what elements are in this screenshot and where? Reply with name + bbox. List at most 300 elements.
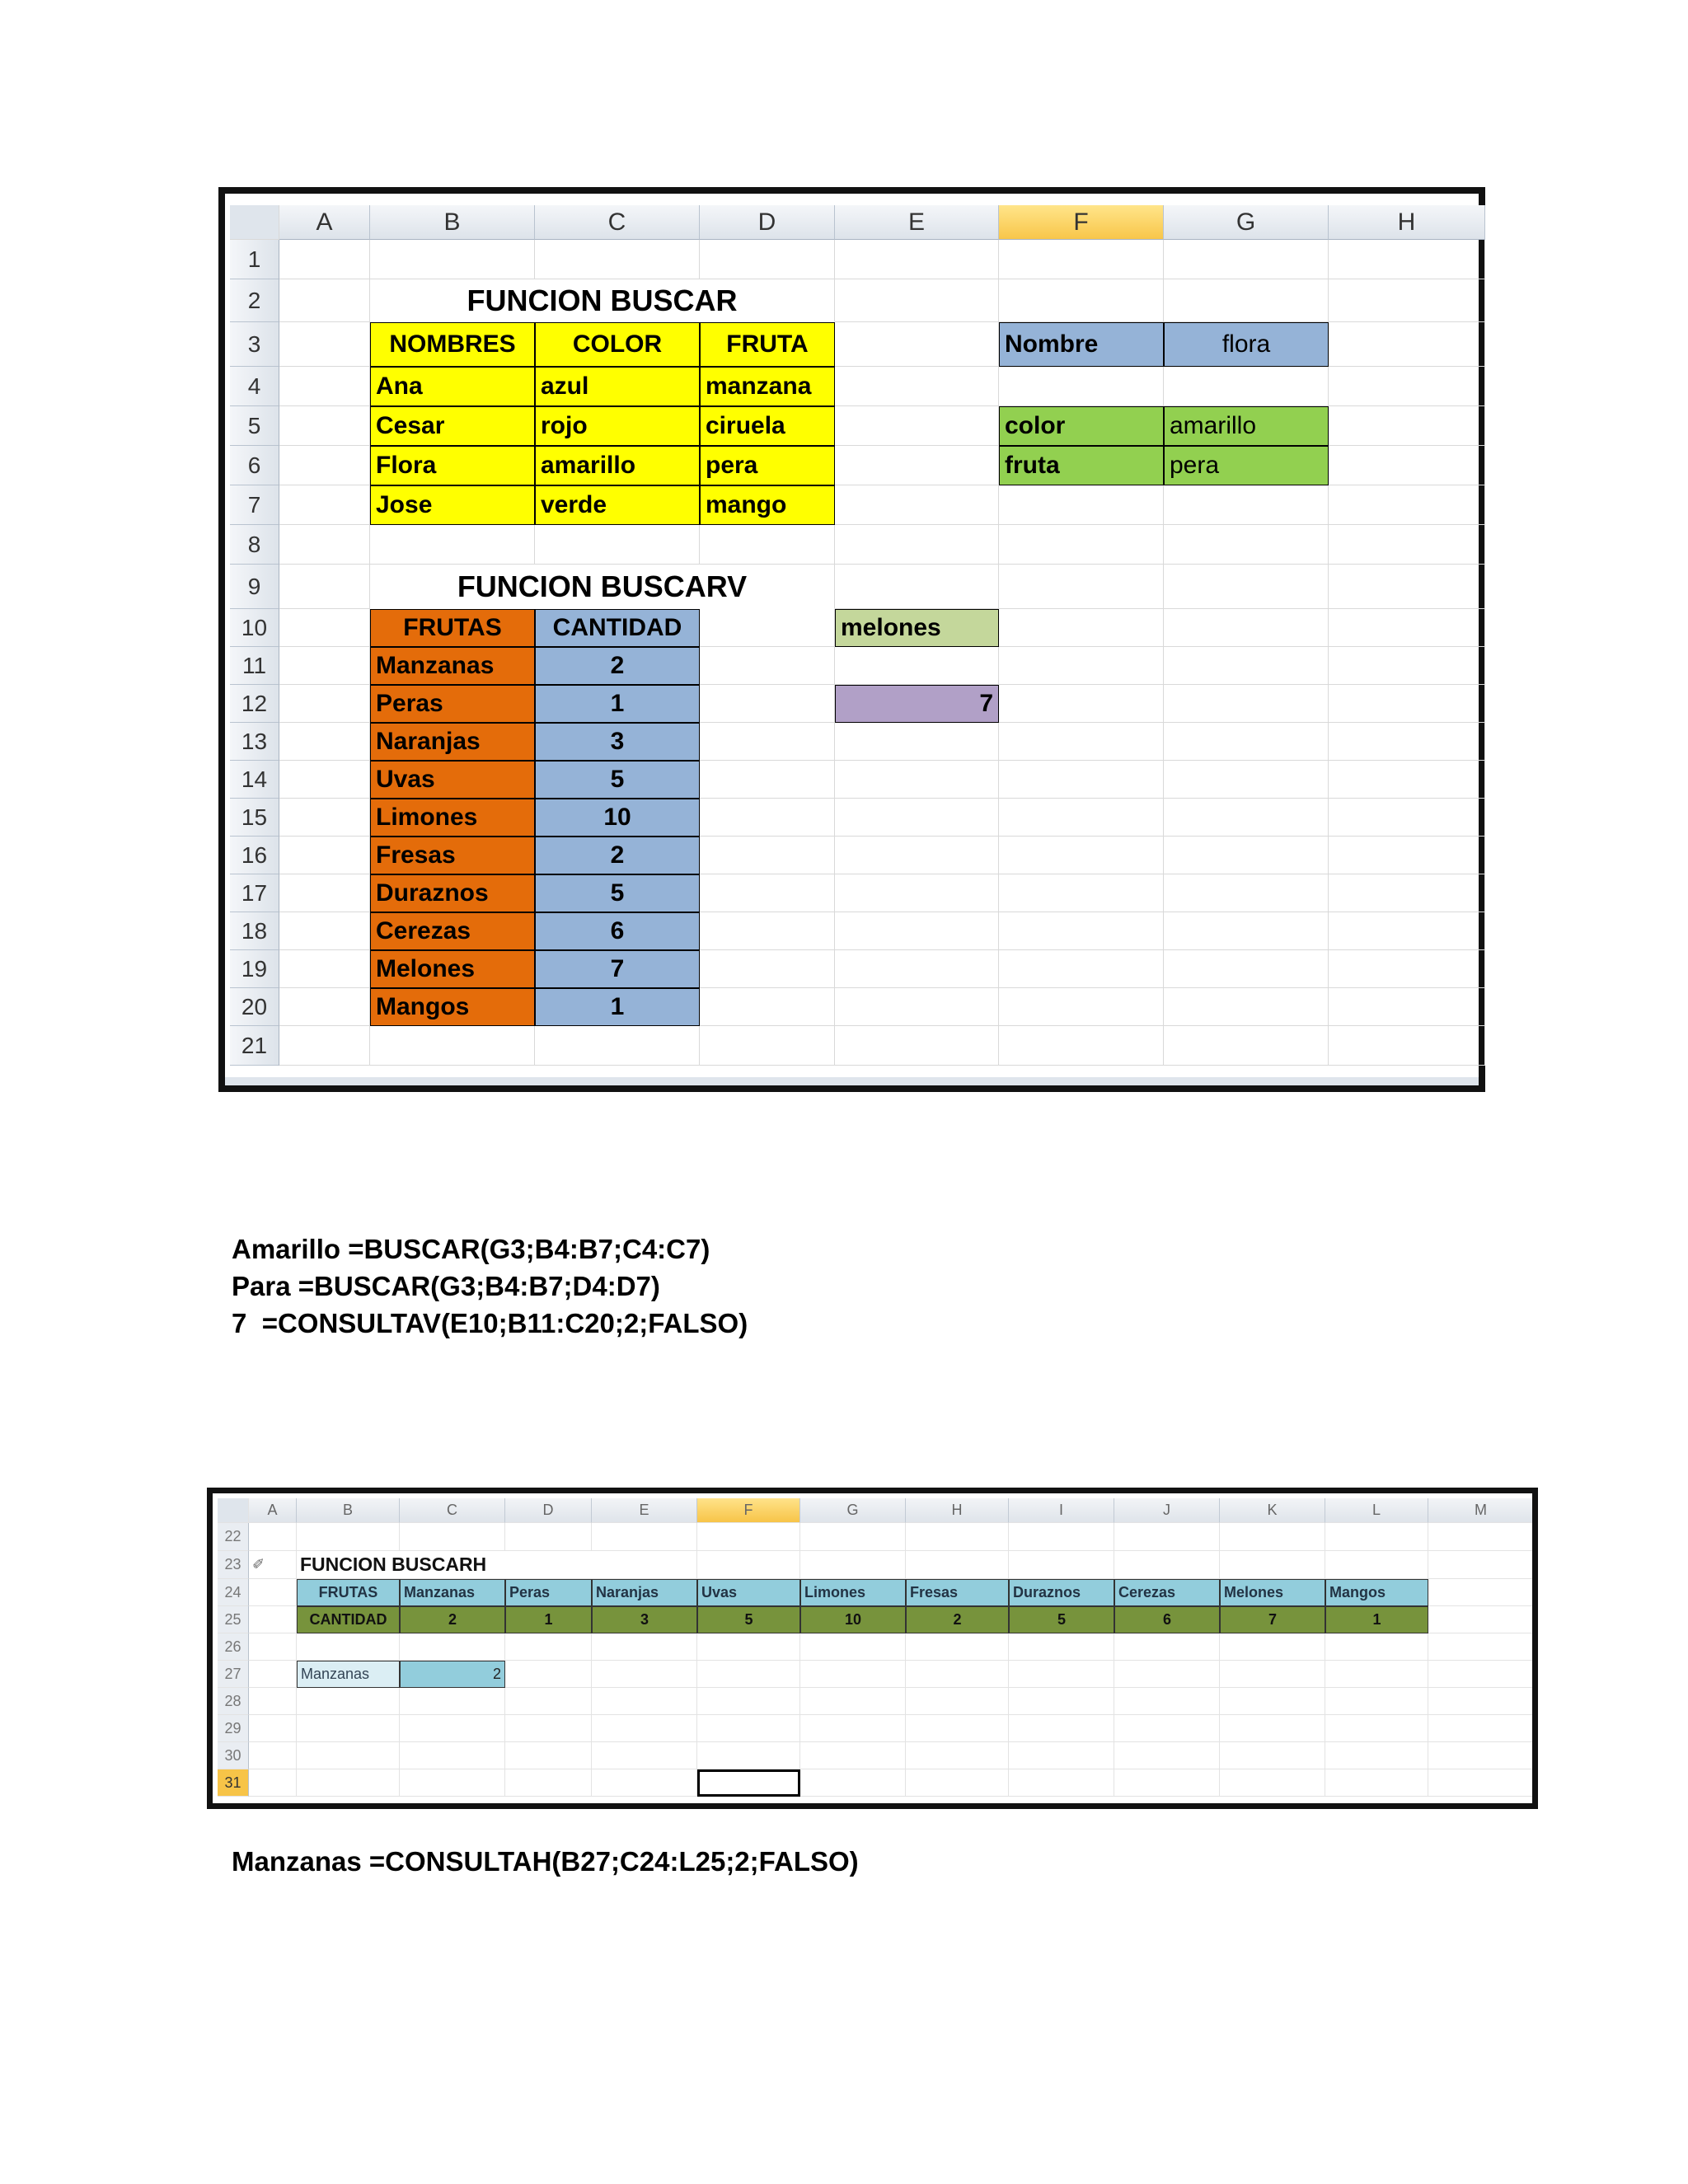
cell[interactable]	[906, 1742, 1009, 1769]
col-header-a[interactable]: A	[249, 1498, 297, 1523]
lookup-label-cell[interactable]: Nombre	[999, 322, 1164, 367]
cell[interactable]	[505, 1633, 592, 1661]
cell[interactable]	[700, 240, 835, 279]
row-header[interactable]: 16	[230, 837, 279, 874]
cell[interactable]	[999, 912, 1164, 950]
cell[interactable]	[700, 647, 835, 685]
buscar-header-fruta[interactable]: FRUTA	[700, 322, 835, 367]
cell[interactable]	[1009, 1633, 1114, 1661]
cell[interactable]	[279, 406, 370, 446]
cell[interactable]	[1164, 609, 1329, 647]
cell[interactable]	[249, 1769, 297, 1797]
cell[interactable]	[800, 1742, 906, 1769]
cantidad-cell[interactable]: 1	[1325, 1606, 1428, 1633]
cell[interactable]	[835, 240, 999, 279]
cell[interactable]	[1114, 1769, 1220, 1797]
cell[interactable]	[800, 1551, 906, 1579]
pencil-icon[interactable]: ✐	[252, 1556, 265, 1572]
cell[interactable]	[1329, 799, 1485, 837]
cell[interactable]	[1164, 485, 1329, 525]
row-header[interactable]: 28	[218, 1688, 249, 1715]
cell[interactable]	[505, 1742, 592, 1769]
buscarv-title[interactable]: FUNCION BUSCARV	[370, 565, 835, 609]
cell[interactable]	[800, 1661, 906, 1688]
cell[interactable]	[1329, 685, 1485, 723]
cell[interactable]	[592, 1688, 697, 1715]
cell[interactable]	[1164, 988, 1329, 1026]
cell[interactable]	[1428, 1633, 1534, 1661]
cell[interactable]	[1114, 1715, 1220, 1742]
fruta-cell[interactable]: Melones	[1220, 1579, 1325, 1606]
cell[interactable]	[835, 279, 999, 322]
cell[interactable]	[906, 1688, 1009, 1715]
cell[interactable]	[249, 1523, 297, 1551]
cell[interactable]	[592, 1769, 697, 1797]
cell[interactable]	[279, 950, 370, 988]
table-cell[interactable]: Cesar	[370, 406, 535, 446]
fruta-cell[interactable]: Limones	[800, 1579, 906, 1606]
cell[interactable]	[697, 1661, 800, 1688]
cantidad-cell[interactable]: 5	[697, 1606, 800, 1633]
cell[interactable]	[249, 1742, 297, 1769]
cell[interactable]	[1329, 240, 1485, 279]
cell[interactable]	[249, 1715, 297, 1742]
row-header[interactable]: 15	[230, 799, 279, 837]
row-header[interactable]: 20	[230, 988, 279, 1026]
row-header[interactable]: 3	[230, 322, 279, 367]
cell[interactable]	[697, 1633, 800, 1661]
cell[interactable]	[279, 799, 370, 837]
cell[interactable]	[505, 1523, 592, 1551]
cell[interactable]	[700, 912, 835, 950]
col-header-m[interactable]: M	[1428, 1498, 1534, 1523]
cell[interactable]	[297, 1742, 400, 1769]
cell[interactable]	[400, 1633, 505, 1661]
cell[interactable]	[999, 685, 1164, 723]
row-header[interactable]: 14	[230, 761, 279, 799]
row-header[interactable]: 6	[230, 446, 279, 485]
table-cell[interactable]: mango	[700, 485, 835, 525]
col-header-b[interactable]: B	[297, 1498, 400, 1523]
cell[interactable]	[1428, 1769, 1534, 1797]
cell[interactable]	[835, 647, 999, 685]
col-header-f[interactable]: F	[697, 1498, 800, 1523]
cell[interactable]	[1164, 723, 1329, 761]
cell[interactable]	[700, 609, 835, 647]
cell[interactable]	[1329, 723, 1485, 761]
cell[interactable]	[999, 950, 1164, 988]
cell[interactable]	[249, 1606, 297, 1633]
cell[interactable]	[535, 240, 700, 279]
cell[interactable]	[1114, 1523, 1220, 1551]
cell[interactable]	[505, 1769, 592, 1797]
cell[interactable]	[800, 1633, 906, 1661]
cell[interactable]	[1009, 1715, 1114, 1742]
cantidad-cell[interactable]: 2	[906, 1606, 1009, 1633]
table-cell[interactable]: 1	[535, 988, 700, 1026]
cell[interactable]	[1329, 912, 1485, 950]
col-header-j[interactable]: J	[1114, 1498, 1220, 1523]
cell[interactable]	[1428, 1606, 1534, 1633]
result-color-value[interactable]: amarillo	[1164, 406, 1329, 446]
col-header-c[interactable]: C	[400, 1498, 505, 1523]
cell[interactable]	[700, 799, 835, 837]
table-cell[interactable]: Limones	[370, 799, 535, 837]
cell[interactable]	[592, 1661, 697, 1688]
cell[interactable]	[1329, 1026, 1485, 1066]
row-header[interactable]: 2	[230, 279, 279, 322]
row-header[interactable]: 21	[230, 1026, 279, 1066]
table-cell[interactable]: Melones	[370, 950, 535, 988]
cell[interactable]	[1325, 1715, 1428, 1742]
cell[interactable]	[700, 1026, 835, 1066]
col-header-e[interactable]: E	[835, 205, 999, 240]
cell[interactable]	[279, 367, 370, 406]
cell[interactable]	[1325, 1551, 1428, 1579]
cell[interactable]	[279, 837, 370, 874]
cell[interactable]	[279, 912, 370, 950]
fruta-cell[interactable]: Cerezas	[1114, 1579, 1220, 1606]
cell[interactable]	[279, 525, 370, 565]
cell[interactable]	[999, 723, 1164, 761]
cell[interactable]	[297, 1523, 400, 1551]
cell[interactable]	[1329, 837, 1485, 874]
result-fruta-label[interactable]: fruta	[999, 446, 1164, 485]
cell[interactable]	[1009, 1661, 1114, 1688]
row-header[interactable]: 29	[218, 1715, 249, 1742]
cell[interactable]	[1428, 1742, 1534, 1769]
fruta-cell[interactable]: Duraznos	[1009, 1579, 1114, 1606]
cell[interactable]	[700, 761, 835, 799]
cell[interactable]	[279, 240, 370, 279]
cell[interactable]	[999, 1026, 1164, 1066]
cell[interactable]	[1164, 565, 1329, 609]
row-header[interactable]: 17	[230, 874, 279, 912]
cell[interactable]	[1164, 279, 1329, 322]
cell[interactable]	[835, 723, 999, 761]
cell[interactable]	[1428, 1579, 1534, 1606]
cell[interactable]	[1220, 1633, 1325, 1661]
table-cell[interactable]: rojo	[535, 406, 700, 446]
cell[interactable]	[1114, 1688, 1220, 1715]
table-cell[interactable]: Uvas	[370, 761, 535, 799]
table-cell[interactable]: Peras	[370, 685, 535, 723]
cell[interactable]	[1164, 950, 1329, 988]
buscarv-lookup-cell[interactable]: melones	[835, 609, 999, 647]
cell[interactable]	[1220, 1551, 1325, 1579]
cell[interactable]	[1164, 367, 1329, 406]
cantidad-cell[interactable]: 3	[592, 1606, 697, 1633]
table-cell[interactable]: 1	[535, 685, 700, 723]
cell[interactable]	[700, 988, 835, 1026]
fruta-cell[interactable]: Fresas	[906, 1579, 1009, 1606]
row-header[interactable]: 8	[230, 525, 279, 565]
cell[interactable]	[1220, 1661, 1325, 1688]
row-header[interactable]: 7	[230, 485, 279, 525]
cell[interactable]	[249, 1633, 297, 1661]
cell[interactable]	[1114, 1742, 1220, 1769]
cell[interactable]	[1329, 406, 1485, 446]
col-header-h[interactable]: H	[1329, 205, 1485, 240]
cell[interactable]	[700, 525, 835, 565]
cell[interactable]	[1220, 1769, 1325, 1797]
cell[interactable]	[835, 485, 999, 525]
cantidad-cell[interactable]: 2	[400, 1606, 505, 1633]
table-cell[interactable]: verde	[535, 485, 700, 525]
cell[interactable]	[1329, 761, 1485, 799]
fruta-cell[interactable]: Naranjas	[592, 1579, 697, 1606]
row-header[interactable]: 11	[230, 647, 279, 685]
cell[interactable]	[835, 837, 999, 874]
table-cell[interactable]: Fresas	[370, 837, 535, 874]
table-cell[interactable]: 7	[535, 950, 700, 988]
cell[interactable]	[1220, 1688, 1325, 1715]
row-header[interactable]: 1	[230, 240, 279, 279]
col-header-d[interactable]: D	[505, 1498, 592, 1523]
cell[interactable]	[835, 912, 999, 950]
cell[interactable]	[249, 1661, 297, 1688]
row-header[interactable]: 12	[230, 685, 279, 723]
cell[interactable]	[400, 1715, 505, 1742]
cell[interactable]	[835, 874, 999, 912]
cell[interactable]	[835, 950, 999, 988]
cell[interactable]	[999, 485, 1164, 525]
fruta-cell[interactable]: Manzanas	[400, 1579, 505, 1606]
table-cell[interactable]: 5	[535, 761, 700, 799]
cell[interactable]	[1325, 1633, 1428, 1661]
cell[interactable]	[1114, 1633, 1220, 1661]
buscarv-header-cantidad[interactable]: CANTIDAD	[535, 609, 700, 647]
table-cell[interactable]: ciruela	[700, 406, 835, 446]
cell[interactable]	[1220, 1523, 1325, 1551]
cell[interactable]	[999, 240, 1164, 279]
cell[interactable]	[700, 685, 835, 723]
select-all-corner[interactable]	[230, 205, 279, 240]
cell[interactable]	[1114, 1661, 1220, 1688]
cell[interactable]	[800, 1715, 906, 1742]
table-cell[interactable]: azul	[535, 367, 700, 406]
cell[interactable]	[1329, 609, 1485, 647]
cell[interactable]	[1164, 685, 1329, 723]
cell[interactable]	[1428, 1523, 1534, 1551]
table-cell[interactable]: 2	[535, 647, 700, 685]
buscarh-result-cell[interactable]: 2	[400, 1661, 505, 1688]
cell[interactable]	[535, 525, 700, 565]
cell[interactable]	[279, 485, 370, 525]
cell[interactable]	[1329, 525, 1485, 565]
cell[interactable]	[906, 1769, 1009, 1797]
cell[interactable]	[279, 685, 370, 723]
cell[interactable]	[1164, 647, 1329, 685]
lookup-value-cell[interactable]: flora	[1164, 322, 1329, 367]
cell[interactable]	[999, 609, 1164, 647]
cell[interactable]	[279, 446, 370, 485]
cell[interactable]	[1009, 1523, 1114, 1551]
cell[interactable]	[592, 1742, 697, 1769]
table-cell[interactable]: Duraznos	[370, 874, 535, 912]
table-cell[interactable]: Mangos	[370, 988, 535, 1026]
cell[interactable]	[800, 1688, 906, 1715]
result-fruta-value[interactable]: pera	[1164, 446, 1329, 485]
row-header[interactable]: 10	[230, 609, 279, 647]
cell[interactable]	[1329, 279, 1485, 322]
cell[interactable]	[835, 525, 999, 565]
table-cell[interactable]: amarillo	[535, 446, 700, 485]
row-header[interactable]: 9	[230, 565, 279, 609]
table-cell[interactable]: Jose	[370, 485, 535, 525]
cell[interactable]	[697, 1742, 800, 1769]
cell[interactable]	[297, 1769, 400, 1797]
cell[interactable]	[999, 279, 1164, 322]
cell[interactable]	[400, 1742, 505, 1769]
buscar-header-color[interactable]: COLOR	[535, 322, 700, 367]
cell[interactable]	[1325, 1769, 1428, 1797]
cell[interactable]	[1329, 874, 1485, 912]
cantidad-cell[interactable]: 10	[800, 1606, 906, 1633]
cell[interactable]	[1428, 1661, 1534, 1688]
cell[interactable]	[1164, 799, 1329, 837]
cell[interactable]	[1164, 761, 1329, 799]
cell[interactable]	[1428, 1551, 1534, 1579]
cell[interactable]	[800, 1769, 906, 1797]
cell[interactable]	[505, 1661, 592, 1688]
cell[interactable]	[1329, 485, 1485, 525]
row-header[interactable]: 5	[230, 406, 279, 446]
cell[interactable]	[1009, 1551, 1114, 1579]
cell[interactable]	[999, 525, 1164, 565]
cell[interactable]	[1329, 950, 1485, 988]
buscarv-header-frutas[interactable]: FRUTAS	[370, 609, 535, 647]
col-header-b[interactable]: B	[370, 205, 535, 240]
cell[interactable]	[1428, 1715, 1534, 1742]
row-header-selected[interactable]: 31	[218, 1769, 249, 1797]
table-cell[interactable]: manzana	[700, 367, 835, 406]
col-header-g[interactable]: G	[1164, 205, 1329, 240]
cell[interactable]	[1009, 1769, 1114, 1797]
cell[interactable]	[835, 988, 999, 1026]
cell[interactable]	[835, 322, 999, 367]
col-header-f[interactable]: F	[999, 205, 1164, 240]
cell[interactable]	[1329, 367, 1485, 406]
row-header[interactable]: 18	[230, 912, 279, 950]
cantidad-label-cell[interactable]: CANTIDAD	[297, 1606, 400, 1633]
cell[interactable]	[370, 240, 535, 279]
cell[interactable]	[999, 874, 1164, 912]
cell[interactable]	[697, 1523, 800, 1551]
cell[interactable]	[505, 1688, 592, 1715]
cell[interactable]	[999, 837, 1164, 874]
cell[interactable]	[700, 950, 835, 988]
select-all-corner[interactable]	[218, 1498, 249, 1523]
cell[interactable]	[249, 1688, 297, 1715]
cell[interactable]	[700, 874, 835, 912]
table-cell[interactable]: Manzanas	[370, 647, 535, 685]
row-header[interactable]: 19	[230, 950, 279, 988]
cell[interactable]	[700, 723, 835, 761]
horizontal-scrollbar[interactable]	[225, 1077, 1479, 1085]
cantidad-cell[interactable]: 5	[1009, 1606, 1114, 1633]
cell[interactable]	[906, 1661, 1009, 1688]
cell[interactable]	[1220, 1715, 1325, 1742]
buscar-title[interactable]: FUNCION BUSCAR	[370, 279, 835, 322]
cantidad-cell[interactable]: 1	[505, 1606, 592, 1633]
cell[interactable]	[999, 761, 1164, 799]
fruta-cell[interactable]: Peras	[505, 1579, 592, 1606]
cell[interactable]	[999, 367, 1164, 406]
cell[interactable]	[279, 647, 370, 685]
cantidad-cell[interactable]: 6	[1114, 1606, 1220, 1633]
frutas-label-cell[interactable]: FRUTAS	[297, 1579, 400, 1606]
cell[interactable]	[835, 565, 999, 609]
cell[interactable]	[297, 1688, 400, 1715]
cell[interactable]	[1329, 988, 1485, 1026]
table-cell[interactable]: Flora	[370, 446, 535, 485]
table-cell[interactable]: 5	[535, 874, 700, 912]
cell[interactable]	[1325, 1688, 1428, 1715]
buscarh-title[interactable]: FUNCION BUSCARH	[297, 1551, 697, 1579]
col-header-a[interactable]: A	[279, 205, 370, 240]
row-header[interactable]: 23	[218, 1551, 249, 1579]
cell[interactable]	[835, 367, 999, 406]
col-header-d[interactable]: D	[700, 205, 835, 240]
row-header[interactable]: 30	[218, 1742, 249, 1769]
cell[interactable]	[249, 1579, 297, 1606]
col-header-g[interactable]: G	[800, 1498, 906, 1523]
table-cell[interactable]: pera	[700, 446, 835, 485]
table-cell[interactable]: 6	[535, 912, 700, 950]
cell[interactable]	[297, 1715, 400, 1742]
buscarv-result-cell[interactable]: 7	[835, 685, 999, 723]
cell[interactable]	[370, 525, 535, 565]
row-header[interactable]: 13	[230, 723, 279, 761]
col-header-i[interactable]: I	[1009, 1498, 1114, 1523]
cell[interactable]	[697, 1715, 800, 1742]
cell[interactable]	[999, 647, 1164, 685]
active-cell[interactable]	[697, 1769, 800, 1797]
cell[interactable]	[279, 609, 370, 647]
cell[interactable]	[1164, 837, 1329, 874]
cell[interactable]	[999, 565, 1164, 609]
cell[interactable]	[279, 988, 370, 1026]
cell[interactable]	[1325, 1742, 1428, 1769]
cell[interactable]	[999, 988, 1164, 1026]
cell[interactable]	[592, 1523, 697, 1551]
table-cell[interactable]: Ana	[370, 367, 535, 406]
row-header[interactable]: 4	[230, 367, 279, 406]
table-cell[interactable]: 2	[535, 837, 700, 874]
fruta-cell[interactable]: Mangos	[1325, 1579, 1428, 1606]
cell[interactable]	[1325, 1523, 1428, 1551]
cell[interactable]	[279, 279, 370, 322]
cell[interactable]	[1329, 322, 1485, 367]
row-header[interactable]: 26	[218, 1633, 249, 1661]
cell[interactable]	[279, 565, 370, 609]
cantidad-cell[interactable]: 7	[1220, 1606, 1325, 1633]
cell[interactable]	[279, 322, 370, 367]
cell[interactable]	[535, 1026, 700, 1066]
col-header-h[interactable]: H	[906, 1498, 1009, 1523]
cell[interactable]	[279, 1026, 370, 1066]
cell[interactable]	[1325, 1661, 1428, 1688]
cell[interactable]	[1114, 1551, 1220, 1579]
cell[interactable]	[400, 1769, 505, 1797]
table-cell[interactable]: Cerezas	[370, 912, 535, 950]
cell[interactable]	[1164, 525, 1329, 565]
cell[interactable]	[400, 1523, 505, 1551]
row-header[interactable]: 27	[218, 1661, 249, 1688]
cell[interactable]	[835, 1026, 999, 1066]
cell[interactable]	[906, 1523, 1009, 1551]
